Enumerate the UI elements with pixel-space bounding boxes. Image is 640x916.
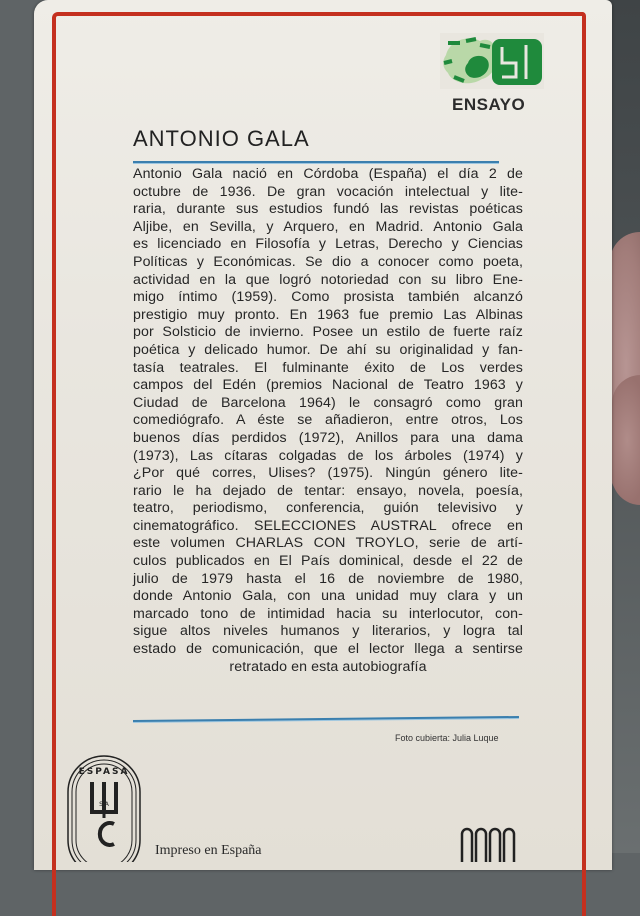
text-line: por Solsticio de invierno. Posee un estilo de fuerte raíz	[133, 324, 523, 341]
text-line: actividad en la que logró notoriedad con su libro Ene-	[133, 271, 523, 288]
text-line: culos publicados en El País dominical, desde el 22 de	[133, 553, 523, 570]
text-line: tasía teatrales. El fulminante éxito de Los verdes	[133, 359, 523, 376]
text-line: marcado tono de intimidad hacia su interlocutor, con-	[133, 605, 523, 622]
text-line: donde Antonio Gala, con una unidad muy clara y un	[133, 588, 523, 605]
text-line: Políticas y Económicas. Se dio a conocer como poeta,	[133, 253, 523, 270]
text-line: Antonio Gala nació en Córdoba (España) el día 2 de	[133, 166, 523, 182]
text-line: buenos días perdidos (1972), Anillos para una dama	[133, 429, 523, 446]
text-line: (1973), Las cítaras colgadas de los árboles (1974) y	[133, 447, 523, 464]
text-line: octubre de 1936. De gran vocación intelectual y lite-	[133, 183, 523, 200]
author-name: ANTONIO GALA	[133, 126, 310, 151]
text-line: cinematográfico. SELECCIONES AUSTRAL ofrece en	[133, 517, 523, 534]
text-line: migo íntimo (1959). Como prosista también alcanzó	[133, 289, 523, 306]
text-line: julio de 1979 hasta el 16 de noviembre de 1980,	[133, 570, 523, 587]
text-line: campos del Edén (premios Nacional de Teatro 1963 y	[133, 377, 523, 394]
text-line: este volumen CHARLAS CON TROYLO, serie de artí-	[133, 535, 523, 552]
text-line: poética y delicado humor. De ahí su originalidad y fan-	[133, 341, 523, 358]
photo-credit: Foto cubierta: Julia Luque	[395, 733, 499, 743]
esa-logo-icon	[440, 33, 544, 89]
text-line: prestigio muy pronto. En 1963 fue premio Las Albinas	[133, 306, 523, 323]
text-line: ¿Por qué corres, Ulises? (1975). Ningún género lite-	[133, 465, 523, 482]
text-line: sigue altos niveles humanos y literarios, y logra tal	[133, 623, 523, 640]
series-mark-icon	[458, 822, 520, 862]
svg-text:S A: S A	[99, 801, 109, 808]
text-line: Ciudad de Barcelona 1964) le consagró como gran	[133, 394, 523, 411]
printed-in-label: Impreso en España	[155, 843, 262, 858]
text-line-final: retratado en esta autobiografía	[229, 658, 427, 675]
text-line: teatro, periodismo, conferencia, guión televisivo y	[133, 500, 523, 517]
biography-text	[133, 166, 523, 676]
svg-text:ESPASA: ESPASA	[78, 767, 130, 777]
text-line: comediógrafo. A éste se añadieron, entre otros, Los	[133, 412, 523, 429]
ensayo-label: ENSAYO	[452, 95, 526, 114]
espasa-calpe-emblem-icon	[64, 752, 144, 862]
hand-finger-lower	[612, 375, 640, 505]
text-line: rario le ha dejado de tentar: ensayo, novela, poesía,	[133, 482, 523, 499]
text-line: raria, durante sus estudios fundó las revistas poéticas	[133, 201, 523, 218]
text-line: es licenciado en Filosofía y Letras, Derecho y Ciencias	[133, 236, 523, 253]
text-line: estado de comunicación, que el lector llega a sentirse	[133, 641, 523, 658]
top-divider	[133, 161, 499, 163]
text-line: Aljibe, en Sevilla, y Arquero, en Madrid. Antonio Gala	[133, 218, 523, 235]
ensayo-logo	[440, 33, 550, 123]
